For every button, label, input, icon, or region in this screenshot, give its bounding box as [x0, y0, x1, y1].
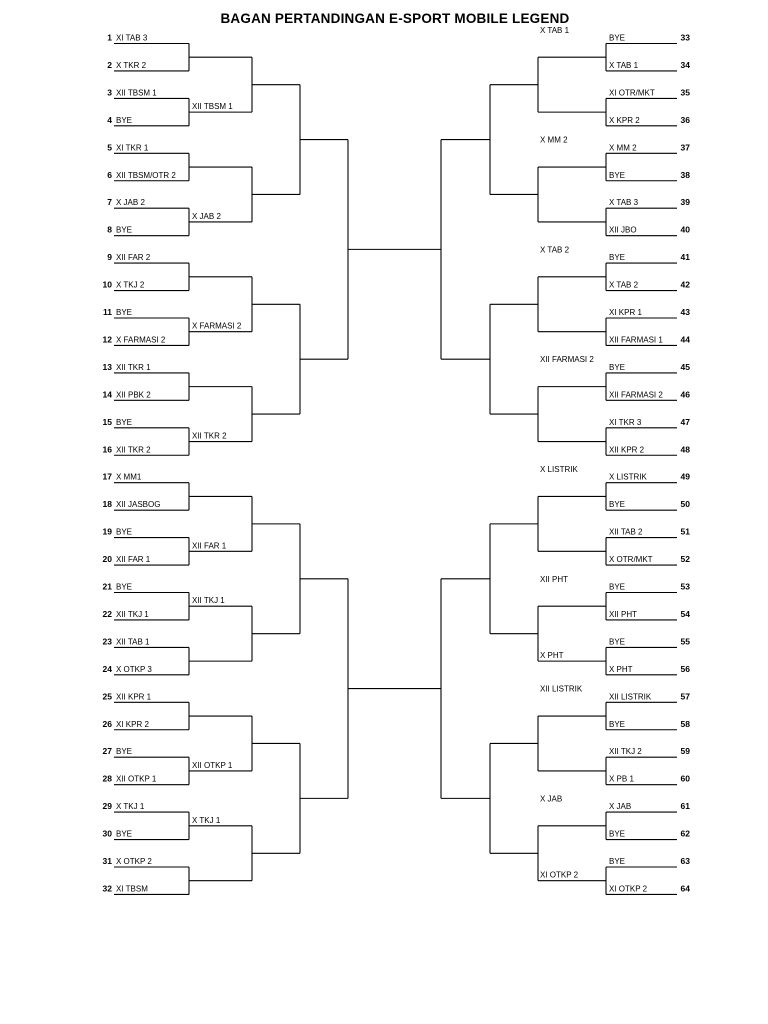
team-name: XII TKJ 1 — [116, 609, 149, 619]
team-name: BYE — [116, 417, 133, 427]
team-name: XII TBSM/OTR 2 — [116, 170, 176, 180]
team-name: BYE — [609, 719, 626, 729]
team-name: X OTR/MKT — [609, 555, 653, 565]
team-name: BYE — [609, 500, 626, 510]
team-name: XII TKR 1 — [116, 362, 151, 372]
round2-team: XII LISTRIK — [540, 684, 583, 694]
team-name: BYE — [609, 362, 626, 372]
team-name: X TAB 1 — [609, 60, 639, 70]
seed-number: 40 — [680, 224, 690, 235]
team-name: XI KPR 1 — [609, 308, 642, 317]
seed-number: 14 — [102, 389, 112, 400]
team-name: XI OTKP 2 — [609, 884, 648, 894]
seed-number: 50 — [680, 499, 690, 510]
team-name: X TAB 2 — [609, 280, 639, 290]
seed-number: 18 — [102, 499, 112, 510]
seed-number: 21 — [102, 581, 112, 592]
seed-number: 10 — [102, 279, 112, 290]
seed-number: 32 — [102, 883, 112, 894]
seed-number: 4 — [107, 114, 112, 125]
team-name: XI TBSM — [116, 884, 148, 894]
round2-team: X FARMASI 2 — [192, 321, 242, 331]
team-name: BYE — [116, 527, 133, 537]
round2-team: X PHT — [540, 651, 564, 661]
team-name: X TKJ 1 — [116, 802, 145, 812]
round2-team: XII FARMASI 2 — [540, 355, 594, 365]
team-name: XII JASBOG — [116, 500, 161, 510]
seed-number: 48 — [680, 444, 690, 455]
team-name: BYE — [116, 747, 133, 757]
team-name: XII FAR 2 — [116, 253, 151, 263]
team-name: X JAB — [609, 802, 632, 812]
seed-number: 1 — [107, 32, 112, 43]
seed-number: 30 — [102, 828, 112, 839]
seed-number: 16 — [102, 444, 112, 455]
seed-number: 26 — [102, 718, 112, 729]
seed-number: 15 — [102, 416, 112, 427]
seed-number: 63 — [680, 856, 690, 866]
seed-number: 29 — [102, 801, 112, 812]
seed-number: 64 — [680, 883, 690, 894]
team-name: XII TKR 2 — [116, 445, 151, 455]
team-name: XII TAB 2 — [609, 527, 643, 537]
seed-number: 12 — [102, 334, 112, 345]
seed-number: 55 — [680, 636, 690, 647]
seed-number: 5 — [107, 142, 112, 153]
seed-number: 13 — [102, 361, 112, 372]
round2-team: X TKJ 1 — [192, 815, 221, 825]
team-name: BYE — [116, 225, 133, 235]
seed-number: 3 — [107, 87, 112, 98]
seed-number: 62 — [680, 828, 690, 839]
round2-team: X LISTRIK — [540, 464, 578, 474]
round2-team: XII PHT — [540, 574, 569, 584]
seed-number: 19 — [102, 526, 112, 537]
team-name: X TKJ 2 — [116, 280, 145, 290]
team-name: BYE — [609, 33, 626, 43]
seed-number: 61 — [680, 801, 690, 812]
seed-number: 51 — [680, 526, 690, 537]
seed-number: 25 — [102, 691, 112, 702]
seed-number: 47 — [680, 416, 690, 427]
team-name: X MM1 — [116, 472, 142, 482]
round2-team: XII OTKP 1 — [192, 760, 233, 770]
team-name: XII OTKP 1 — [116, 774, 157, 784]
seed-number: 45 — [680, 361, 690, 372]
seed-number: 27 — [102, 746, 112, 757]
team-name: BYE — [609, 253, 626, 263]
round2-team: X JAB — [540, 794, 563, 804]
team-name: XI KPR 2 — [116, 719, 149, 729]
team-name: BYE — [116, 829, 133, 839]
seed-number: 56 — [680, 663, 690, 674]
seed-number: 7 — [107, 197, 112, 208]
seed-number: 20 — [102, 554, 112, 565]
seed-number: 54 — [680, 608, 690, 619]
seed-number: 38 — [680, 169, 690, 180]
team-name: XII FAR 1 — [116, 555, 151, 565]
team-name: X TAB 3 — [609, 198, 639, 208]
team-name: X TKR 2 — [116, 60, 147, 70]
team-name: BYE — [609, 857, 626, 866]
seed-number: 43 — [680, 307, 690, 317]
team-name: XII JBO — [609, 225, 637, 235]
team-name: X MM 2 — [609, 143, 637, 153]
team-name: XII TAB 1 — [116, 637, 150, 647]
team-name: XII PHT — [609, 609, 638, 619]
seed-number: 31 — [102, 856, 112, 866]
team-name: X JAB 2 — [116, 198, 145, 208]
seed-number: 39 — [680, 197, 690, 208]
seed-number: 35 — [680, 87, 690, 98]
seed-number: 46 — [680, 389, 690, 400]
team-name: BYE — [609, 829, 626, 839]
seed-number: 8 — [107, 224, 112, 235]
team-name: X OTKP 2 — [116, 857, 152, 866]
team-name: BYE — [609, 637, 626, 647]
team-name: XII FARMASI 2 — [609, 390, 663, 400]
team-name: XII TKJ 2 — [609, 747, 642, 757]
seed-number: 60 — [680, 773, 690, 784]
team-name: X PB 1 — [609, 774, 634, 784]
seed-number: 28 — [102, 773, 112, 784]
seed-number: 49 — [680, 471, 690, 482]
team-name: X KPR 2 — [609, 115, 640, 125]
round2-team: XII FAR 1 — [192, 541, 227, 551]
seed-number: 22 — [102, 608, 112, 619]
team-name: X LISTRIK — [609, 472, 647, 482]
team-name: XII KPR 2 — [609, 445, 645, 455]
seed-number: 42 — [680, 279, 690, 290]
team-name: XII LISTRIK — [609, 692, 652, 702]
team-name: XII PBK 2 — [116, 390, 151, 400]
seed-number: 2 — [107, 59, 112, 70]
team-name: BYE — [116, 582, 133, 592]
seed-number: 44 — [680, 334, 690, 345]
round2-team: XII TKR 2 — [192, 431, 227, 441]
seed-number: 9 — [107, 252, 112, 263]
team-name: XI TAB 3 — [116, 33, 148, 43]
seed-number: 24 — [102, 663, 112, 674]
seed-number: 57 — [680, 691, 690, 702]
team-name: X OTKP 3 — [116, 664, 152, 674]
seed-number: 33 — [680, 32, 690, 43]
seed-number: 6 — [107, 169, 112, 180]
round2-team: XII TKJ 1 — [192, 596, 225, 606]
team-name: XII KPR 1 — [116, 692, 152, 702]
team-name: BYE — [609, 582, 626, 592]
seed-number: 53 — [680, 581, 690, 592]
seed-number: 37 — [680, 142, 690, 153]
seed-number: 36 — [680, 114, 690, 125]
round2-team: XI OTKP 2 — [540, 870, 579, 880]
seed-number: 17 — [102, 471, 112, 482]
team-name: XII TBSM 1 — [116, 88, 157, 98]
team-name: XII FARMASI 1 — [609, 335, 663, 345]
seed-number: 59 — [680, 746, 690, 757]
round2-team: X TAB 1 — [540, 25, 570, 35]
team-name: XI OTR/MKT — [609, 88, 655, 98]
team-name: XI TKR 3 — [609, 417, 642, 427]
round2-team: X TAB 2 — [540, 245, 570, 255]
team-name: BYE — [116, 308, 133, 317]
round2-team: X MM 2 — [540, 135, 568, 145]
seed-number: 52 — [680, 554, 690, 565]
seed-number: 11 — [103, 307, 112, 317]
team-name: X PHT — [609, 664, 633, 674]
seed-number: 34 — [680, 59, 690, 70]
page-title: BAGAN PERTANDINGAN E-SPORT MOBILE LEGEND — [220, 11, 570, 26]
seed-number: 58 — [680, 718, 690, 729]
team-name: BYE — [116, 115, 133, 125]
team-name: XI TKR 1 — [116, 143, 149, 153]
round2-team: X JAB 2 — [192, 211, 221, 221]
seed-number: 41 — [680, 252, 690, 263]
seed-number: 23 — [102, 636, 112, 647]
round2-team: XII TBSM 1 — [192, 102, 233, 112]
team-name: X FARMASI 2 — [116, 335, 166, 345]
team-name: BYE — [609, 170, 626, 180]
